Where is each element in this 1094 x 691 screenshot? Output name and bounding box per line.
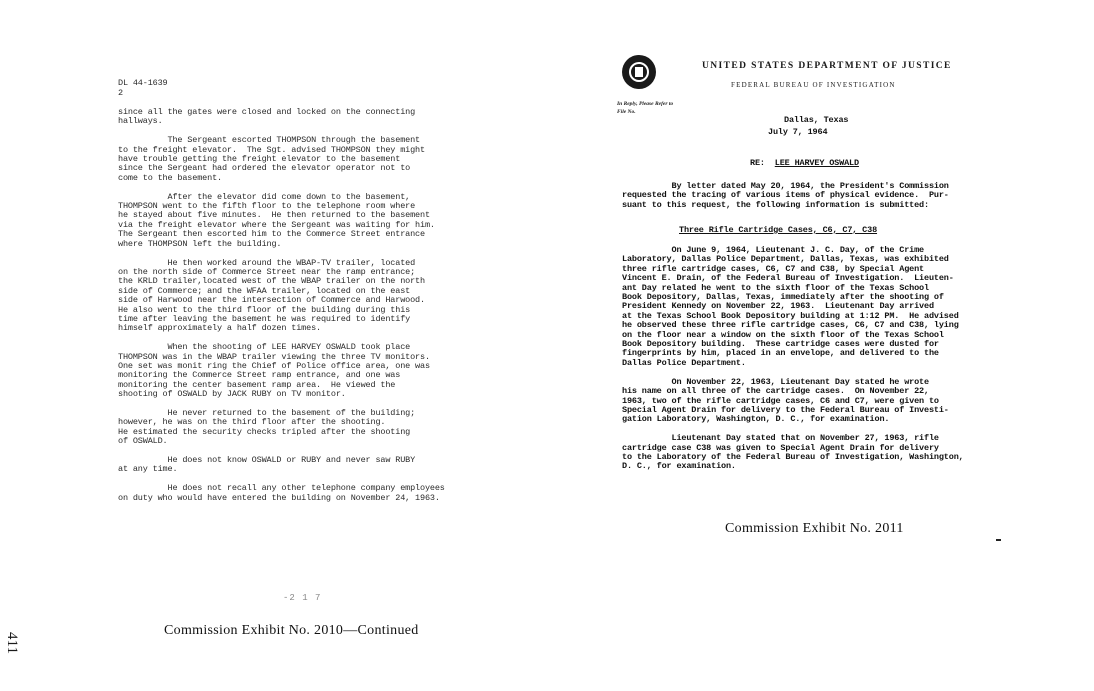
text-line: By letter dated May 20, 1964, the President's Commission [622, 181, 949, 191]
text-line: He does not know OSWALD or RUBY and never saw RUBY [118, 455, 416, 466]
text-line: side of Commerce; and the WFAA trailer, located on the east [118, 285, 411, 296]
text-line: at the Texas School Book Depository building at 1:12 PM. He advised [622, 310, 959, 321]
text-line: When the shooting of LEE HARVEY OSWALD took place [118, 342, 411, 353]
text-line: requested the tracing of various items of physical evidence. Pur- [622, 190, 949, 201]
text-line: on the floor near a window on the sixth floor of the Texas School [622, 329, 944, 340]
text-line: his name on all three of the cartridge cases. On November 22, [622, 386, 929, 397]
section-heading: Three Rifle Cartridge Cases, C6, C7, C38 [679, 225, 878, 235]
text-line: Book Depository, Dallas, Texas, immediately after the shooting of [622, 292, 944, 303]
text-line: cartridge case C38 was given to Special Agent Drain for delivery [622, 442, 939, 453]
letter-date: July 7, 1964 [768, 127, 828, 137]
text-line: side of Harwood near the intersection of Commerce and Harwood. [118, 295, 425, 306]
text-line: have trouble getting the freight elevator to the basement [118, 154, 401, 165]
text-line: He estimated the security checks tripled after the shooting [118, 426, 411, 437]
intro-text [622, 182, 949, 210]
text-line: since all the gates were closed and locked on the connecting [118, 107, 416, 117]
text-line: on duty who would have entered the building on November 24, 1963. [118, 492, 440, 503]
text-line: hallways. [118, 116, 163, 127]
text-line: D. C., for examination. [622, 461, 736, 472]
text-line: shooting of OSWALD by JACK RUBY on TV monitor. [118, 389, 346, 400]
text-line: time after leaving the basement he was required to identify [118, 313, 411, 324]
re-label: RE: [750, 158, 765, 168]
text-line: Book Depository building. These cartridge cases were dusted for [622, 339, 939, 350]
text-line: via the freight elevator where the Sergeant was waiting for him. [118, 219, 435, 230]
exhibit-caption-right: Commission Exhibit No. 2011 [725, 521, 904, 536]
text-line: himself approximately a half dozen times. [118, 323, 321, 334]
text-line: President Kennedy on November 22, 1963. Lieutenant Day arrived [622, 301, 934, 312]
text-line: at any time. [118, 464, 178, 475]
text-line: come to the basement. [118, 172, 222, 183]
text-line: One set was monit ring the Chief of Police office area, one was [118, 360, 430, 371]
text-line: He never returned to the basement of the building; [118, 408, 416, 418]
page-smudge: -2 1 7 [283, 593, 322, 603]
text-line: monitoring the center basement ramp area. He viewed the [118, 379, 396, 390]
fbi-seal-icon [622, 55, 656, 89]
text-line: He then worked around the WBAP-TV trailer, located [118, 257, 416, 268]
text-line: suant to this request, the following information is submitted: [622, 199, 929, 210]
text-line: THOMPSON went to the fifth floor to the telephone room where [118, 201, 416, 212]
reply-note: In Reply, Please Refer to File No. [617, 101, 674, 115]
text-line: fingerprints by him, placed in an envelope, and delivered to the [622, 348, 939, 359]
text-line: to the freight elevator. The Sgt. advised THOMPSON they might [118, 144, 425, 155]
text-line: of OSWALD. [118, 436, 168, 447]
text-line: gation Laboratory, Washington, D. C., for examination. [622, 414, 890, 425]
text-line: On November 22, 1963, Lieutenant Day stated he wrote [622, 376, 929, 387]
exhibit-caption-left: Commission Exhibit No. 2010—Continued [164, 623, 419, 638]
right-body-text [622, 246, 964, 472]
text-line: Laboratory, Dallas Police Department, Dallas, Texas, was exhibited [622, 254, 949, 265]
re-subject: LEE HARVEY OSWALD [774, 158, 859, 168]
text-line: The Sergeant escorted THOMPSON through the basement [118, 135, 421, 146]
text-line: on the north side of Commerce Street near the ramp entrance; [118, 266, 416, 277]
text-line: Dallas Police Department. [622, 357, 746, 368]
text-line: 1963, two of the rifle cartridge cases, C6 and C7, were given to [622, 395, 939, 406]
letter-place: Dallas, Texas [784, 115, 849, 125]
agency-title: UNITED STATES DEPARTMENT OF JUSTICE [702, 61, 952, 71]
text-line: however, he was on the third floor after the shooting. [118, 417, 386, 428]
text-line: Lieutenant Day stated that on November 27, 1963, rifle [622, 433, 939, 444]
text-line: Special Agent Drain for delivery to the Federal Bureau of Investi- [622, 404, 949, 415]
text-line: ant Day related he went to the sixth floor of the Texas School [622, 282, 929, 293]
text-line: He also went to the third floor of the building during this [118, 304, 411, 315]
text-line: The Sergeant then escorted him to the Commerce Street entrance [118, 229, 425, 240]
text-line: three rifle cartridge cases, C6, C7 and C38, by Special Agent [622, 263, 925, 274]
text-line: He does not recall any other telephone company employees [118, 483, 445, 494]
text-line: After the elevator did come down to the basement, [118, 191, 411, 202]
text-line: he observed these three rifle cartridge cases, C6, C7 and C38, lying [622, 320, 959, 331]
file-reference: DL 44-1639 [118, 78, 168, 88]
text-line: Vincent E. Drain, of the Federal Bureau of Investigation. Lieuten- [622, 273, 954, 284]
stray-mark [996, 539, 1001, 541]
text-line: the KRLD trailer,located west of the WBAP trailer on the north [118, 276, 425, 287]
page-number: 411 [4, 632, 20, 654]
agency-subtitle: FEDERAL BUREAU OF INVESTIGATION [731, 81, 896, 89]
text-line: THOMPSON was in the WBAP trailer viewing the three TV monitors. [118, 351, 430, 362]
text-line: since the Sergeant had ordered the elevator operator not to [118, 163, 411, 174]
text-line: he stayed about five minutes. He then returned to the basement [118, 210, 430, 221]
text-line: monitoring the Commerce Street ramp entrance, and one was [118, 370, 401, 381]
text-line: On June 9, 1964, Lieutenant J. C. Day, of the Crime [622, 245, 925, 255]
left-body-text [118, 108, 445, 503]
text-line: where THOMPSON left the building. [118, 238, 282, 249]
re-line [750, 159, 859, 168]
text-line: to the Laboratory of the Federal Bureau of Investigation, Washington, [622, 451, 964, 462]
page-mark: 2 [118, 88, 123, 98]
